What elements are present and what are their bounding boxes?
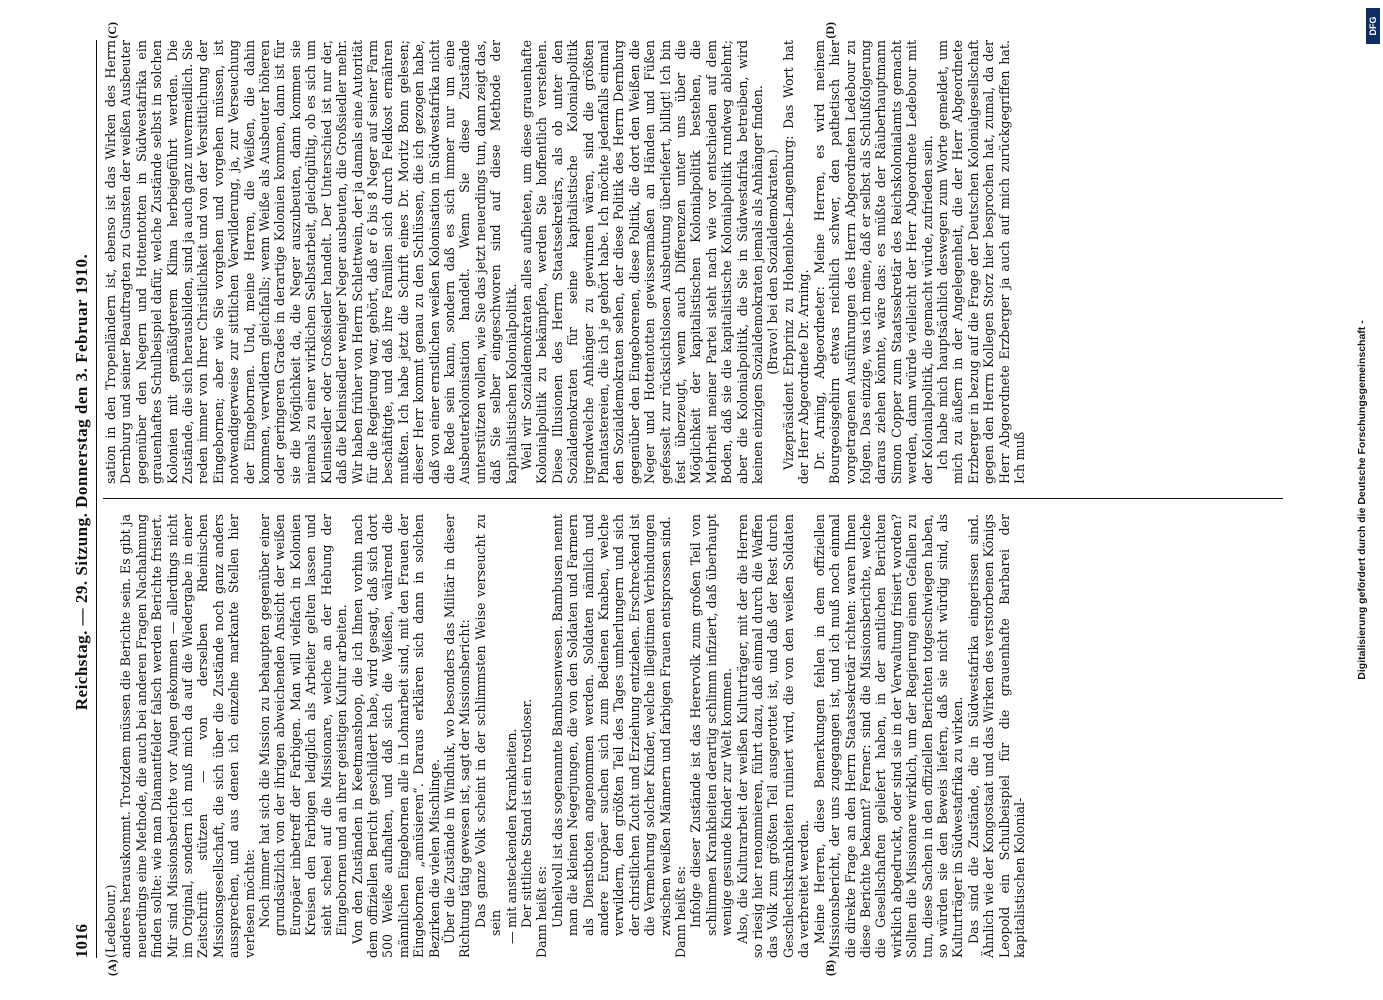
right-column [103,40,1283,484]
speaker-label: (Ledebour.) [102,884,118,958]
digitization-credit [1348,10,1376,990]
margin-marker-b: (B) [822,960,837,976]
margin-marker-a: (A) [104,959,119,976]
page-title: Reichstag. — 29. Sitzung. Donnerstag den 3. Februar 1910. [71,253,91,711]
paragraph: Meine Herren, diese Bemerkungen fehlen in dem offiziellen Missionsbericht, der uns zugegangen ist, und ich muß noch einmal die direkte Frage an den Herrn Staatssekretär richten: waren Ihnen diese Berichte bekannt? Ferner: sind die Missionsberichte, welche die Gesellschaften geliefert haben, in der amtlichen Berichten wirklich abgedruckt, oder sind sie in der Verwaltung frisiert worden? Sollten die Missionare wirklich, um der Regierung einen Gefallen zu tun, diese Sachen in den offiziellen Berichten totgeschwiegen haben, so würden sie den Beweis liefern, daß sie nicht würdig sind, als Kulturträger in Südwestafrika zu wirken. [811,514,965,958]
page-header [72,40,97,958]
paragraph: Das sind die Zustände, die in Südwestafrika eingerissen sind. Ähnlich wie der Kongostaat und das Wirken des verstorbenen Königs Leopold ein Schulbeispiel für die grauenhafte Barbarei der kapitalistischen Kolonial- [965,514,1027,958]
text-columns [102,22,1283,976]
paragraph: Dr. Arning, Abgeordneter: Meine Herren, es wird meinem Bourgeoisgehirn etwas reichlich schwer, den pathetisch hier vorgetragenen Ausführungen des Herrn Abgeordneten Ledebour zu folgen. Das einzige, was ich meine, daß er selbst als Schlußfolgerung daraus ziehen könnte, wäre das: es müßte der Räuberhauptmann Simon Copper zum Staatssekretär des Reichskolonialamts gemacht werden, dann würde vielleicht der Herr Abgeordnete Ledebour mit der Kolonialpolitik, die gemacht würde, zufrieden sein. [811,40,935,484]
rotated-document-page [42,20,1342,980]
paragraph: Weil wir Sozialdemokraten alles aufbieten, um diese grauenhafte Kolonialpolitik zu bekämpfen, werden Sie hoffentlich verstehen. Diese Illusionen des Herrn Staatssekretärs, als ob unter den Sozialdemokraten für seine kapitalistische Kolonialpolitik irgendwelche Anhänger zu gewinnen wären, sind die größten Phantastereien, die ich je gehört habe. Ich möchte jedenfalls einmal den Sozialdemokraten sehen, der diese Politik des Herrn Dernburg gegenüber den Eingeborenen, diese Politik, die dort den Weißen die Neger und Hottentotten gewissermaßen an Händen und Füßen gefesselt zur rücksichtslosen Ausbeutung überliefert, billigt! Ich bin fest überzeugt, wenn auch Differenzen unter uns über die Möglichkeit der kapitalistischen Kolonialpolitik bestehen, die Mehrheit meiner Partei steht nach wie vor entschieden auf dem Boden, daß sie die kapitalistische Kolonialpolitik rundweg ablehnt; aber die Kolonialpolitik, die Sie in Südwestafrika betreiben, wird keinen einzigen Sozialdemokraten jemals als Anhänger finden. [518,40,765,484]
quote: Der sittliche Stand ist ein trostloser. [518,698,534,928]
paragraph: sation in den Tropenländern ist, ebenso ist das Wirken des Herrn Dernburg und seiner Beauftragten zu Gunsten der weißen Ausbeuter gegenüber den Negern und Hottentotten in Südwestafrika ein grauenhaftes Schulbeispiel dafür, welche Zustände selbst in solchen Kolonien mit gemäßigterem Klima herbeigeführt werden. Die Zustände, die sich herausbilden, sind ja auch ganz unvermeidlich. Sie reden immer von Ihrer Christlichkeit und von der Versittlichung der Eingebornen; aber wie Sie vorgehen und vorgehen müssen, ist notwendigerweise zur sittlichen Verwilderung, ja, zur Verseuchung der Eingebornen. Und, meine Herren, die Weißen, die dahin kommen, verwildern gleichfalls; wenn Weiße als Ausbeuter höheren oder geringeren Grades in derartige Kolonien kommen, dann ist für sie die Möglichkeit da, die Neger auszubeuten, dann kommen sie niemals zu einer wirklichen Selbstarbeit, gleichgültig, ob es sich um Kleinsiedler oder Großsiedler handelt. Der Unterschied ist nur der, daß die Kleinsiedler weniger Neger ausbeuten, die Großsiedler mehr. Wir haben früher von Herrn Schlettwein, der ja damals eine Autorität für die Regierung war, gehört, daß er 6 bis 8 Neger auf seiner Farm beschäftigte, und daß ihre Familien sich durch Feldkost ernähren mußten. Ich habe jetzt die Schrift eines Dr. Moritz Bonn gelesen; dieser Herr kommt genau zu den Schlüssen, die ich gezogen habe, daß von einer ernstlichen weißen Kolonisation in Südwestafrika nicht die Rede sein kann, sondern daß es sich immer nur um eine Ausbeuterkolonisation handelt. Wenn Sie diese Zustände unterstützen wollen, wie Sie das jetzt neuerdings tun, dann zeigt das, daß Sie selber eingeschworen sind auf diese Methode der kapitalistischen Kolonialpolitik. [102,40,519,484]
dfg-logo-text: DFG [1368,16,1378,36]
quote: Unheilvoll ist das sogenannte Bambusenwesen. Bambusen nennt man die kleinen Negerjungen, die von den Soldaten und Farmern als Dienstboten angenommen werden. Soldaten nämlich und andere Europäer suchen sich zum Bedienen Knaben, welche verwildern, den größten Teil des Tages umherlungern und sich der christlichen Zucht und Erziehung entziehen. Erschreckend ist die Vermehrung solcher Kinder, welche illegitimen Verbindungen zwischen weißen Männern und farbigen Frauen entsprossen sind. [549,514,673,936]
page-number: 1016 [71,924,91,958]
paragraph: Über die Zustände in Windhuk, wo besonders das Militär in dieser Richtung tätig gewesen ist, sagt der Missionsbericht: [441,514,472,958]
paragraph: Dann heißt es: [533,865,549,958]
paragraph: anderes herauskommt. Trotzdem müssen die Berichte sein. Es gibt ja neuerdings eine Methode, die auch bei anderen Fragen Nachahmung finden sollte: wie man Diamantfelder falsch werden Berichte frisiert. Mir sind Missionsberichte vor Augen gekommen — allerdings nicht im Original, sondern ich muß mich da auf die Wiedergabe in einer Zeitschrift stützen — von derselben Rheinischen Missionsgesellschaft, die sich über die Zustände noch ganz anders aussprechen, und aus denen ich einzelne markante Stellen hier verlesen möchte: [117,514,257,958]
paragraph: Dann heißt es: [672,865,688,958]
margin-marker-d: (D) [822,22,837,39]
left-column [103,514,1283,958]
paragraph: Ich habe mich hauptsächlich deswegen zum Worte gemeldet, um mich zu äußern in der Angelegenheit, die der Herr Abgeordnete Erzberger in bezug auf die Frage der Deutschen Kolonialgesellschaft gegen den Herrn Kollegen Storz hier besprochen hat, zumal, da der Herr Abgeordnete Erzberger ja auch auf mich zurückgegriffen hat. Ich muß [934,40,1027,484]
margin-marker-c: (C) [104,22,119,39]
quote: Noch immer hat sich die Mission zu behaupten gegenüber einer grundsätzlich von der ihrigen abweichenden Ansicht der weißen Europäer inbetreff der Farbigen. Man will vielfach in Kolonien Kreisen den Farbigen lediglich als Arbeiter gelten lassen und sieht scheel auf die Missionare, welche an der Hebung der Eingebornen und an ihrer geistigen Kultur arbeiten. [256,514,349,936]
paragraph: Also, die Kulturarbeit der weißen Kulturträger, mit der die Herren so riesig hier renommieren, führt dazu, daß einmal durch die Waffen das Volk zum größten Teil ausgerottet ist, und daß der Rest durch Geschlechtskrankheiten ruiniert wird, die von den weißen Soldaten da verbreitet werden. [734,514,811,958]
president-statement: Vizepräsident Erbprinz zu Hohenlohe-Langenburg: Das Wort hat der Herr Abgeordnete Dr. Arning. [780,40,811,484]
paragraph: — mit ansteckenden Krankheiten. [503,728,519,944]
dfg-logo [1366,8,1380,44]
column-divider [103,498,1283,499]
quote: Das ganze Volk scheint in der schlimmsten Weise verseucht zu sein [472,514,503,936]
credit-text: Digitalisierung gefördert durch die Deutsche Forschungsgemeinschaft - [1356,320,1368,680]
quote: Infolge dieser Zustände ist das Herervolk zum großen Teil von schlimmen Krankheiten derartig schlimm infiziert, daß überhaupt wenige gesunde Kinder zur Welt kommen. [687,514,734,936]
paragraph: Von den Zuständen in Keetmanshoop, die ich Ihnen vorhin nach dem offiziellen Bericht geschildert habe, wird gesagt, daß sich dort 500 Weiße aufhalten, und daß sich die Weißen, während die männlichen Eingebornen alle in Lohnarbeit sind, mit den Frauen der Eingebornen „amüsieren“. Daraus erklären sich dann in solchen Bezirken die vielen Mischlinge. [349,514,442,958]
applause-note: (Bravo! bei den Sozialdemokraten.) [764,149,780,375]
